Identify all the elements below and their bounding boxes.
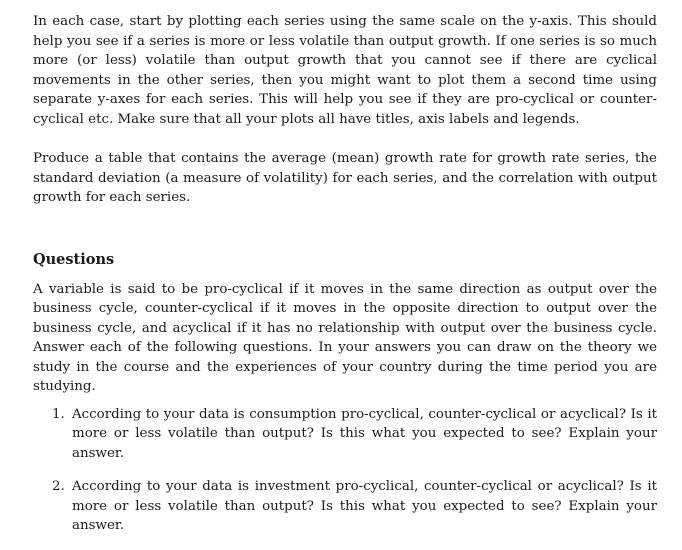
question-text: According to your data is investment pro-cyclical, counter-cyclical or acyclical? Is it more or less volatile than output? Is this what you expected to see? Explain your answer.: [72, 479, 657, 533]
document-page: [33, 12, 657, 550]
questions-heading: Questions: [33, 250, 115, 268]
instructions-paragraph-table: Produce a table that contains the average (mean) growth rate for growth rate series, the standard deviation (a measure of volatility) for each series, and the correlation with output growth for each series.: [33, 151, 657, 205]
question-number: 1.: [52, 406, 65, 422]
question-text: According to your data is consumption pro-cyclical, counter-cyclical or acyclical? Is it more or less volatile than output? Is this what you expected to see? Explain your answer.: [72, 406, 657, 461]
question-item: [33, 477, 657, 536]
question-number: 2.: [52, 479, 65, 494]
instructions-paragraph-plotting: In each case, start by plotting each series using the same scale on the y-axis. This should help you see if a series is more or less volatile than output growth. If one series is so much more (or less) volatile than output growth that you cannot see if there are cyclical movements in the other series, then you might want to plot them a second time using separate y-axes for each series. This will help you see if they are pro-cyclical or counter-cyclical etc. Make sure that all your plots all have titles, axis labels and legends.: [33, 14, 657, 127]
questions-list: [33, 405, 657, 536]
questions-intro-paragraph: A variable is said to be pro-cyclical if it moves in the same direction as output over the business cycle, counter-cyclical if it moves in the opposite direction to output over the business cycle, and acyclical if it has no relationship with output over the business cycle. Answer each of the following questions. In your answers you can draw on the theory we study in the course and the experiences of your country during the time period you are studying.: [33, 281, 657, 394]
question-item: [33, 405, 657, 464]
